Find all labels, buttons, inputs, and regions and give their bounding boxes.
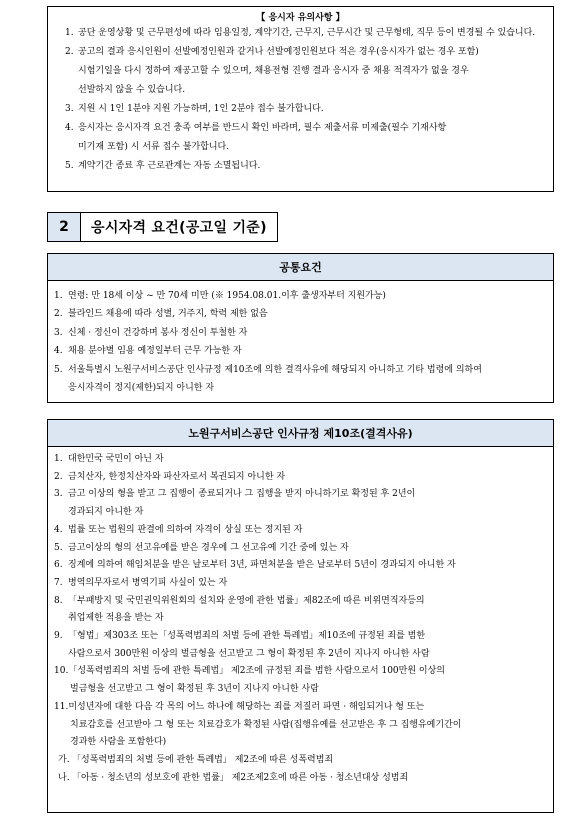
list-item [54, 522, 553, 540]
item-text: 「성폭력범죄의 처벌 등에 관한 특례법」 제2조에 따른 성폭력범죄 [72, 754, 334, 765]
list-item [54, 469, 553, 487]
list-item [54, 540, 553, 558]
item-number: 5. [54, 364, 63, 375]
item-text: 서울특별시 노원구서비스공단 인사규정 제10조에 의한 결격사유에 해당되지 아니하고 기타 법령에 의하여 [68, 364, 482, 375]
item-text-continued: 미기재 포함) 시 서류 접수 불가합니다. [78, 142, 230, 152]
item-text: 금고이상의 형의 선고유예를 받은 경우에 그 선고유예 기간 중에 있는 자 [68, 542, 349, 553]
list-item [54, 575, 553, 593]
item-text-continued: 경과한 사람을 포함한다) [70, 737, 167, 748]
item-text-continued: 사람으로서 300만원 이상의 벌금형을 선고받고 그 형이 확정된 후 2년이 지나지 아니한 사람 [68, 648, 430, 659]
item-text: 공고의 결과 응시인원이 선발예정인원과 같거나 선발예정인원보다 적은 경우(응시자가 없는 경우 포함) [78, 47, 479, 57]
item-text: 「아동 · 청소년의 성보호에 관한 법률」 제2조제2호에 따른 아동 · 청소년대상 성범죄 [72, 772, 409, 783]
item-number: 4. [54, 524, 63, 535]
list-item [54, 628, 553, 663]
notice-title: 【 응시자 유의사항 】 [256, 13, 345, 23]
item-text: 「부패방지 및 국민권익위원회의 설치와 운영에 관한 법률」제82조에 따른 비위면직자등의 [68, 595, 425, 606]
list-item [65, 24, 553, 43]
item-text: 지원 시 1인 1분야 지원 가능하며, 1인 2분야 접수 불가합니다. [78, 104, 324, 114]
item-number: 2. [65, 47, 74, 57]
item-number: 3. [54, 327, 63, 338]
item-text: 계약기간 종료 후 근로관계는 자동 소멸됩니다. [78, 161, 261, 171]
list-item [65, 119, 553, 157]
item-number: 나. [58, 772, 70, 783]
item-text: 법률 또는 법원의 판결에 의하여 자격이 상실 또는 정지된 자 [68, 524, 303, 535]
item-text: 대한민국 국민이 아닌 자 [68, 454, 164, 464]
common-requirements-panel [47, 253, 554, 403]
item-text-continued: 경과되지 아니한 자 [68, 507, 144, 518]
list-item [54, 305, 553, 323]
applicant-notice-box [47, 6, 554, 192]
section-heading [47, 212, 278, 242]
item-number: 4. [65, 123, 74, 133]
item-number: 9. [54, 631, 63, 642]
item-number: 1. [54, 454, 63, 464]
list-item [54, 557, 553, 575]
list-item [54, 752, 553, 770]
list-item [54, 451, 553, 469]
common-requirements-header: 공통요건 [48, 254, 553, 281]
item-text: 응시자는 응시자격 요건 충족 여부를 반드시 확인 바라며, 필수 제출서류 미제출(필수 기재사항 [78, 123, 447, 133]
item-number: 3. [54, 489, 63, 500]
item-text-continued: 치료감호를 선고받아 그 형 또는 치료감호가 확정된 사람(집행유예를 선고받은 후 그 집행유예기간이 [70, 719, 462, 730]
list-item [54, 770, 553, 788]
list-item [54, 663, 553, 698]
item-number: 1. [65, 28, 74, 38]
item-text-continued: 벌금형을 선고받고 그 형이 확정된 후 3년이 지나지 아니한 사람 [70, 684, 319, 695]
item-text: 블라인드 채용에 따라 성별, 거주지, 학력 제한 없음 [68, 309, 268, 320]
section-number: 2 [48, 213, 81, 241]
item-number: 8. [54, 595, 63, 606]
item-text: 미성년자에 대한 다음 각 목의 어느 하나에 해당하는 죄를 저질러 파면 · 해임되거나 형 또는 [68, 701, 425, 712]
list-item [54, 361, 553, 398]
item-text: 징계에 의하여 해임처분을 받은 날로부터 3년, 파면처분을 받은 날로부터 5년이 경과되지 아니한 자 [68, 560, 456, 571]
item-number: 6. [54, 560, 63, 571]
item-text: 병역의무자로서 병역기피 사실이 있는 자 [68, 577, 228, 588]
common-requirements-list [48, 281, 553, 397]
disqualification-list [48, 447, 553, 787]
disqualification-panel [47, 419, 554, 813]
item-number: 2. [54, 471, 63, 482]
list-item [54, 593, 553, 628]
list-item [54, 699, 553, 752]
list-item [65, 157, 553, 176]
item-number: 3. [65, 104, 74, 114]
item-number: 가. [58, 754, 70, 765]
list-item [65, 100, 553, 119]
item-text-continued: 응시자격이 정지(제한)되지 아니한 자 [68, 383, 215, 394]
item-text: 「형법」제303조 또는「성폭력범죄의 처벌 등에 관한 특례법」제10조에 규정된 죄를 범한 [68, 631, 426, 642]
item-number: 7. [54, 577, 63, 588]
item-number: 4. [54, 346, 63, 357]
item-text-continued: 취업제한 적용을 받는 자 [68, 613, 164, 624]
list-item [65, 43, 553, 100]
item-number: 11. [54, 701, 69, 712]
item-text-continued: 선발하지 않을 수 있습니다. [78, 85, 186, 95]
item-text: 금치산자, 한정치산자와 파산자로서 복권되지 아니한 자 [68, 471, 286, 482]
list-item [54, 287, 553, 305]
item-text: 연령: 만 18세 이상 ~ 만 70세 미만 (※ 1954.08.01.이후 출생자부터 지원가능) [68, 291, 386, 301]
list-item [54, 324, 553, 342]
item-text: 채용 분야별 임용 예정일부터 근무 가능한 자 [68, 346, 242, 357]
item-text: 「성폭력범죄의 처벌 등에 관한 특례법」 제2조에 규정된 죄를 범한 사람으로서 100만원 이상의 [68, 666, 445, 677]
disqualification-header: 노원구서비스공단 인사규정 제10조(결격사유) [48, 420, 553, 447]
item-text: 공단 운영상황 및 근무편성에 따라 임용일정, 계약기간, 근무지, 근무시간 및 근무형태, 직무 등이 변경될 수 있습니다. [78, 28, 536, 38]
item-number: 5. [65, 161, 74, 171]
item-number: 5. [54, 542, 63, 553]
item-number: 2. [54, 309, 63, 320]
item-text-continued: 시험기일을 다시 정하여 재공고할 수 있으며, 채용전형 진행 결과 응시자 중 채용 적격자가 없을 경우 [78, 66, 469, 76]
list-item [54, 486, 553, 521]
item-number: 10. [54, 666, 69, 677]
list-item [54, 342, 553, 360]
item-number: 1. [54, 291, 63, 301]
section-title: 응시자격 요건(공고일 기준) [91, 220, 267, 236]
notice-list [48, 24, 553, 176]
item-text: 금고 이상의 형을 받고 그 집행이 종료되거나 그 집행을 받지 아니하기로 확정된 후 2년이 [68, 489, 416, 500]
item-text: 신체 · 정신이 건강하며 봉사 정신이 투철한 자 [68, 327, 248, 338]
